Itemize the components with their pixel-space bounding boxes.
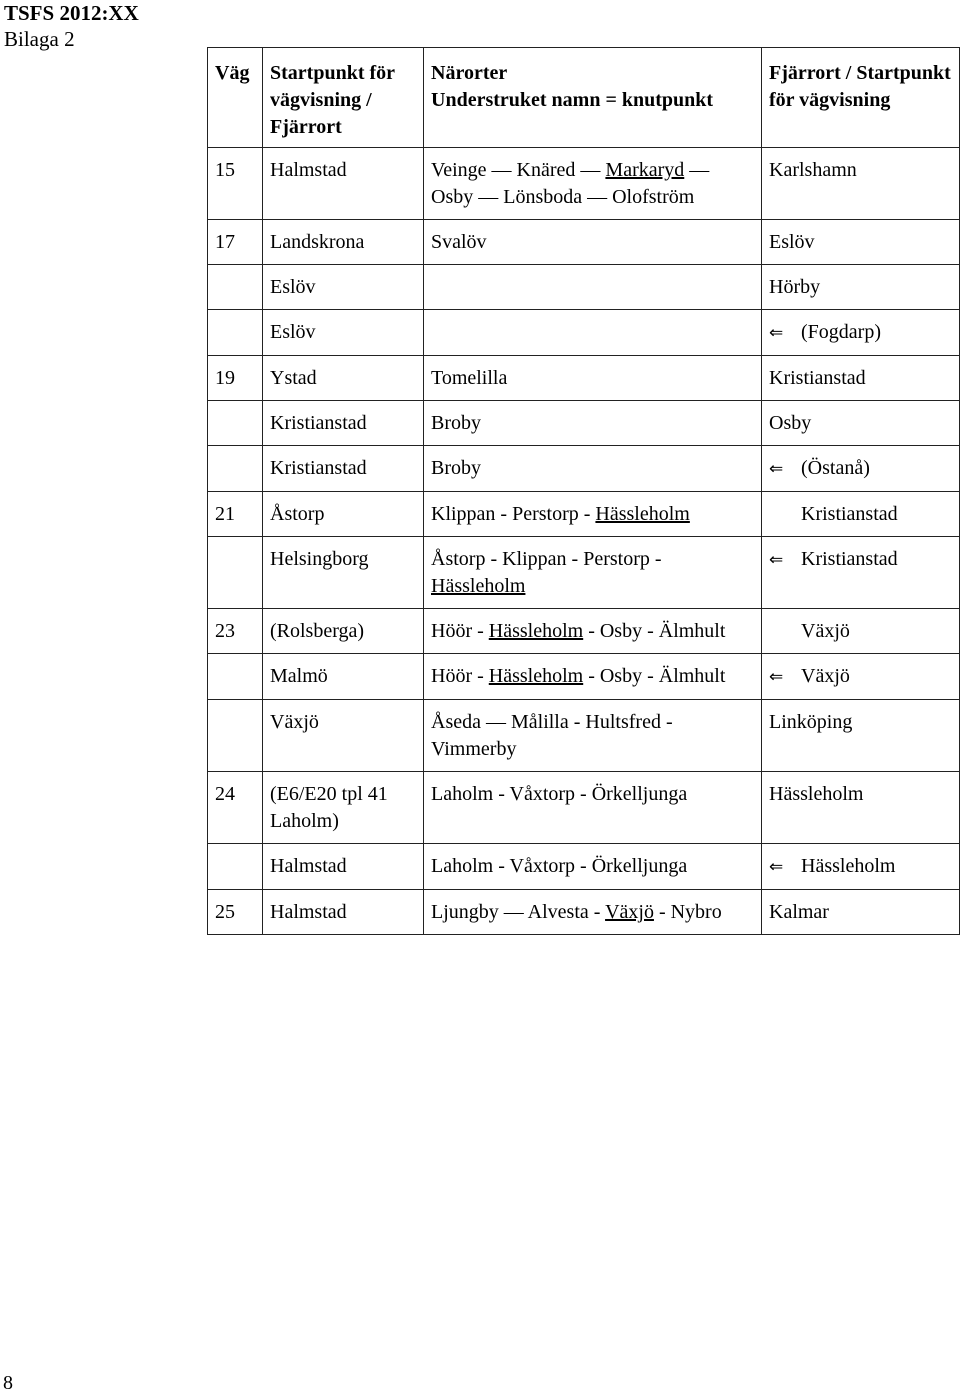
narort-text: Höör - bbox=[431, 620, 489, 642]
route-signage-table bbox=[207, 47, 960, 935]
fjarrort-name: Hörby bbox=[769, 276, 821, 298]
cell-startpunkt: (E6/E20 tpl 41 Laholm) bbox=[263, 772, 424, 844]
fjarrort-name: Kristianstad bbox=[769, 367, 866, 389]
left-arrow-icon: ⇐ bbox=[769, 323, 784, 343]
fjarrort-name: Kristianstad bbox=[801, 548, 898, 570]
document-id: TSFS 2012:XX bbox=[4, 1, 139, 25]
cell-vag bbox=[208, 654, 263, 700]
cell-startpunkt: Malmö bbox=[263, 654, 424, 700]
cell-startpunkt: Kristianstad bbox=[263, 401, 424, 446]
narort-text: - Osby - Älmhult bbox=[583, 665, 726, 687]
cell-startpunkt: Eslöv bbox=[263, 310, 424, 356]
left-arrow-icon: ⇐ bbox=[769, 550, 784, 570]
knutpunkt-name: Hässleholm bbox=[431, 575, 526, 597]
cell-vag bbox=[208, 537, 263, 609]
table-body bbox=[208, 148, 960, 935]
cell-fjarrort bbox=[762, 356, 960, 401]
narort-text: Laholm - Våxtorp - Örkelljunga bbox=[431, 783, 688, 805]
cell-startpunkt: Kristianstad bbox=[263, 446, 424, 492]
cell-fjarrort bbox=[762, 446, 960, 492]
cell-vag bbox=[208, 844, 263, 890]
narort-text: Klippan - Perstorp - bbox=[431, 503, 596, 525]
cell-vag: 21 bbox=[208, 492, 263, 537]
narort-text: — Osby — Lönsboda — Olofström bbox=[431, 159, 715, 208]
table-row bbox=[208, 844, 960, 890]
cell-narorter bbox=[424, 401, 762, 446]
cell-vag bbox=[208, 446, 263, 492]
cell-startpunkt: Halmstad bbox=[263, 890, 424, 935]
fjarrort-name: Karlshamn bbox=[769, 159, 857, 181]
narort-text: Broby bbox=[431, 412, 481, 434]
knutpunkt-name: Markaryd bbox=[605, 159, 685, 181]
document-annex: Bilaga 2 bbox=[4, 27, 75, 51]
cell-vag: 15 bbox=[208, 148, 263, 220]
cell-fjarrort bbox=[762, 401, 960, 446]
cell-startpunkt: Landskrona bbox=[263, 220, 424, 265]
cell-fjarrort bbox=[762, 220, 960, 265]
cell-vag: 19 bbox=[208, 356, 263, 401]
fjarrort-name: Linköping bbox=[769, 711, 853, 733]
cell-narorter bbox=[424, 609, 762, 654]
narort-text: Laholm - Våxtorp - Örkelljunga bbox=[431, 855, 688, 877]
cell-fjarrort bbox=[762, 492, 960, 537]
cell-narorter bbox=[424, 446, 762, 492]
header-narorter bbox=[424, 48, 762, 148]
table-row bbox=[208, 609, 960, 654]
header-fjarrort: Fjärrort / Startpunkt för vägvisning bbox=[762, 48, 960, 148]
table-row bbox=[208, 700, 960, 772]
table-row bbox=[208, 148, 960, 220]
cell-narorter bbox=[424, 220, 762, 265]
cell-startpunkt: Halmstad bbox=[263, 844, 424, 890]
header-startpunkt: Startpunkt för vägvisning / Fjärrort bbox=[263, 48, 424, 148]
table-row bbox=[208, 310, 960, 356]
fjarrort-name: Hässleholm bbox=[801, 855, 896, 877]
fjarrort-name: Växjö bbox=[801, 620, 850, 642]
fjarrort-name: (Östanå) bbox=[801, 457, 870, 479]
cell-fjarrort bbox=[762, 609, 960, 654]
cell-narorter bbox=[424, 654, 762, 700]
cell-fjarrort bbox=[762, 537, 960, 609]
table-header-row bbox=[208, 48, 960, 148]
page-number: 8 bbox=[3, 1372, 13, 1394]
fjarrort-name: Kalmar bbox=[769, 901, 829, 923]
fjarrort-name: Växjö bbox=[801, 665, 850, 687]
fjarrort-name: (Fogdarp) bbox=[801, 321, 881, 343]
cell-vag bbox=[208, 310, 263, 356]
header-narorter-title: Närorter bbox=[431, 62, 508, 84]
narort-text: Åstorp - Klippan - Perstorp - bbox=[431, 548, 667, 570]
knutpunkt-name: Växjö bbox=[605, 901, 654, 923]
cell-startpunkt: (Rolsberga) bbox=[263, 609, 424, 654]
fjarrort-name: Eslöv bbox=[769, 231, 815, 253]
narort-text: Tomelilla bbox=[431, 367, 508, 389]
knutpunkt-name: Hässleholm bbox=[488, 665, 584, 687]
fjarrort-name: Osby bbox=[769, 412, 812, 434]
cell-fjarrort bbox=[762, 148, 960, 220]
cell-narorter bbox=[424, 310, 762, 356]
cell-fjarrort bbox=[762, 700, 960, 772]
cell-fjarrort bbox=[762, 890, 960, 935]
table-row bbox=[208, 446, 960, 492]
left-arrow-icon: ⇐ bbox=[769, 857, 784, 877]
header-narorter-legend: Understruket namn = knutpunkt bbox=[431, 89, 714, 111]
table-row bbox=[208, 220, 960, 265]
cell-narorter bbox=[424, 148, 762, 220]
left-arrow-icon: ⇐ bbox=[769, 667, 784, 687]
cell-narorter bbox=[424, 772, 762, 844]
cell-narorter bbox=[424, 700, 762, 772]
cell-vag bbox=[208, 401, 263, 446]
table-row bbox=[208, 772, 960, 844]
cell-startpunkt: Helsingborg bbox=[263, 537, 424, 609]
cell-fjarrort bbox=[762, 772, 960, 844]
cell-startpunkt: Åstorp bbox=[263, 492, 424, 537]
fjarrort-name: Hässleholm bbox=[769, 783, 864, 805]
narort-text: Ljungby — Alvesta - bbox=[431, 901, 606, 923]
cell-fjarrort bbox=[762, 844, 960, 890]
narort-text: Broby bbox=[431, 457, 481, 479]
cell-narorter bbox=[424, 356, 762, 401]
cell-startpunkt: Eslöv bbox=[263, 265, 424, 310]
cell-narorter bbox=[424, 492, 762, 537]
table-row bbox=[208, 401, 960, 446]
document-header bbox=[4, 0, 139, 52]
table-row bbox=[208, 654, 960, 700]
cell-narorter bbox=[424, 844, 762, 890]
cell-startpunkt: Halmstad bbox=[263, 148, 424, 220]
fjarrort-name: Kristianstad bbox=[801, 503, 898, 525]
cell-fjarrort bbox=[762, 654, 960, 700]
cell-vag: 17 bbox=[208, 220, 263, 265]
cell-startpunkt: Växjö bbox=[263, 700, 424, 772]
table-row bbox=[208, 356, 960, 401]
cell-fjarrort bbox=[762, 265, 960, 310]
narort-text: Höör - bbox=[431, 665, 489, 687]
knutpunkt-name: Hässleholm bbox=[488, 620, 584, 642]
table-row bbox=[208, 537, 960, 609]
knutpunkt-name: Hässleholm bbox=[595, 503, 690, 525]
table-row bbox=[208, 890, 960, 935]
cell-startpunkt: Ystad bbox=[263, 356, 424, 401]
cell-vag bbox=[208, 265, 263, 310]
narort-text: Svalöv bbox=[431, 231, 487, 253]
narort-text: - Nybro bbox=[653, 901, 722, 923]
left-arrow-icon: ⇐ bbox=[769, 459, 784, 479]
cell-narorter bbox=[424, 265, 762, 310]
table-row bbox=[208, 492, 960, 537]
cell-vag: 23 bbox=[208, 609, 263, 654]
narort-text: - Osby - Älmhult bbox=[583, 620, 726, 642]
cell-narorter bbox=[424, 890, 762, 935]
cell-vag: 24 bbox=[208, 772, 263, 844]
cell-vag: 25 bbox=[208, 890, 263, 935]
narort-text: Veinge — Knäred — bbox=[431, 159, 606, 181]
narort-text: Åseda — Målilla - Hultsfred - Vimmerby bbox=[431, 711, 678, 760]
cell-vag bbox=[208, 700, 263, 772]
header-vag: Väg bbox=[208, 48, 263, 148]
cell-fjarrort bbox=[762, 310, 960, 356]
cell-narorter bbox=[424, 537, 762, 609]
table-row bbox=[208, 265, 960, 310]
